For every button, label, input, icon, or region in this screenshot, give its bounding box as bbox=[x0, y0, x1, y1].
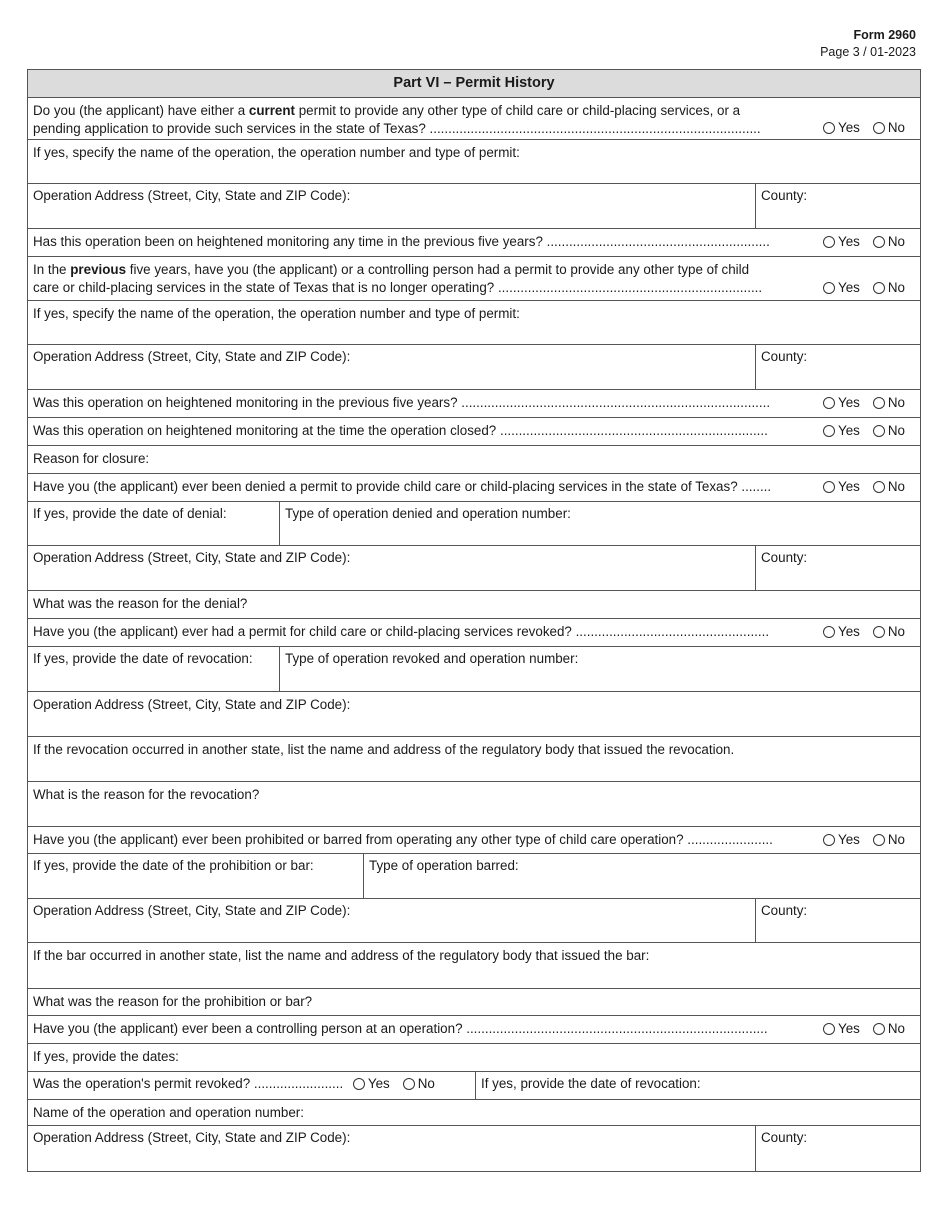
yes-radio[interactable]: Yes bbox=[823, 1020, 860, 1038]
operation-address-field[interactable]: Operation Address (Street, City, State and ZIP Code): bbox=[33, 903, 351, 918]
question-text: In the previous five years, have you (the applicant) or a controlling person had a permit to provide any other type of child care or child-placing services in the state of Texas that is no longer operating? ....................................................................... bbox=[33, 262, 763, 295]
yes-radio[interactable]: Yes bbox=[823, 623, 860, 641]
address-row bbox=[28, 546, 920, 591]
yes-radio[interactable]: Yes bbox=[823, 279, 860, 297]
no-radio[interactable]: No bbox=[873, 279, 905, 297]
no-radio[interactable]: No bbox=[873, 623, 905, 641]
no-radio[interactable]: No bbox=[873, 233, 905, 251]
yes-no-group bbox=[823, 422, 905, 440]
operation-address-field[interactable]: Operation Address (Street, City, State and ZIP Code): bbox=[33, 188, 351, 203]
page-info: Page 3 / 01-2023 bbox=[820, 45, 916, 59]
question-permit-revoked: Was the operation's permit revoked? ........................ Yes No bbox=[33, 1076, 435, 1091]
type-revoked-field[interactable]: Type of operation revoked and operation number: bbox=[279, 647, 920, 691]
type-barred-field[interactable]: Type of operation barred: bbox=[363, 854, 920, 898]
date-bar-field[interactable]: If yes, provide the date of the prohibition or bar: bbox=[33, 858, 314, 873]
no-radio[interactable]: No bbox=[873, 831, 905, 849]
permit-history-form bbox=[27, 69, 921, 1172]
provide-dates-field[interactable]: If yes, provide the dates: bbox=[28, 1044, 920, 1072]
date-revocation-field[interactable]: If yes, provide the date of revocation: bbox=[33, 651, 253, 666]
yes-no-group bbox=[823, 831, 905, 849]
no-radio[interactable]: No bbox=[873, 422, 905, 440]
yes-no-group bbox=[823, 1020, 905, 1038]
address-row bbox=[28, 345, 920, 390]
yes-radio[interactable]: Yes bbox=[823, 422, 860, 440]
county-field[interactable]: County: bbox=[755, 1126, 920, 1171]
question-denied: Have you (the applicant) ever been denied a permit to provide child care or child-placing services in the state of Texas? ........ Yes No bbox=[28, 474, 920, 502]
revocation-row bbox=[28, 647, 920, 692]
question-current-permit bbox=[28, 98, 920, 140]
specify-previous-field[interactable]: If yes, specify the name of the operation, the operation number and type of permit: bbox=[28, 301, 920, 345]
revocation-other-state-field[interactable]: If the revocation occurred in another state, list the name and address of the regulatory body that issued the revocation. bbox=[28, 737, 920, 782]
yes-no-group bbox=[353, 1076, 435, 1091]
yes-radio[interactable]: Yes bbox=[823, 831, 860, 849]
operation-address-field[interactable]: Operation Address (Street, City, State and ZIP Code): bbox=[33, 1130, 351, 1145]
question-barred: Have you (the applicant) ever been prohibited or barred from operating any other type of child care operation? ....................... Yes No bbox=[28, 827, 920, 854]
type-denied-field[interactable]: Type of operation denied and operation number: bbox=[279, 502, 920, 545]
question-heightened-previous: Was this operation on heightened monitoring in the previous five years? ................................................................................... Yes No bbox=[28, 390, 920, 418]
address-row bbox=[28, 184, 920, 229]
yes-no-group bbox=[823, 233, 905, 251]
no-radio[interactable]: No bbox=[403, 1075, 435, 1093]
date-denial-field[interactable]: If yes, provide the date of denial: bbox=[33, 506, 227, 521]
yes-no-group bbox=[823, 478, 905, 496]
question-text: Do you (the applicant) have either a current permit to provide any other type of child care or child-placing services, or a pending application to provide such services in the state of Texas? ......................................................................................... bbox=[33, 103, 761, 136]
bar-other-state-field[interactable]: If the bar occurred in another state, list the name and address of the regulatory body that issued the bar: bbox=[28, 943, 920, 989]
bar-row bbox=[28, 854, 920, 899]
yes-radio[interactable]: Yes bbox=[353, 1075, 390, 1093]
reason-revocation-field[interactable]: What is the reason for the revocation? bbox=[28, 782, 920, 827]
county-field[interactable]: County: bbox=[755, 345, 920, 389]
denial-row bbox=[28, 502, 920, 546]
section-title: Part VI – Permit History bbox=[28, 70, 920, 98]
yes-radio[interactable]: Yes bbox=[823, 394, 860, 412]
question-controlling-person: Have you (the applicant) ever been a controlling person at an operation? ................................................................................. Yes No bbox=[28, 1016, 920, 1044]
address-row bbox=[28, 1126, 920, 1171]
form-header bbox=[820, 27, 916, 61]
question-heightened-closed: Was this operation on heightened monitoring at the time the operation closed? ........................................................................ Yes No bbox=[28, 418, 920, 446]
operation-address-field[interactable]: Operation Address (Street, City, State and ZIP Code): bbox=[33, 349, 351, 364]
reason-bar-field[interactable]: What was the reason for the prohibition or bar? bbox=[28, 989, 920, 1016]
reason-denial-field[interactable]: What was the reason for the denial? bbox=[28, 591, 920, 619]
yes-radio[interactable]: Yes bbox=[823, 119, 860, 137]
form-number: Form 2960 bbox=[853, 28, 916, 42]
question-revoked: Have you (the applicant) ever had a permit for child care or child-placing services revoked? .................................................... Yes No bbox=[28, 619, 920, 647]
no-radio[interactable]: No bbox=[873, 1020, 905, 1038]
question-previous-permit bbox=[28, 257, 920, 301]
specify-current-field[interactable]: If yes, specify the name of the operation, the operation number and type of permit: bbox=[28, 140, 920, 184]
no-radio[interactable]: No bbox=[873, 394, 905, 412]
question-heightened-current: Has this operation been on heightened monitoring any time in the previous five years? ............................................................ Yes No bbox=[28, 229, 920, 257]
operation-address-field[interactable]: Operation Address (Street, City, State and ZIP Code): bbox=[28, 692, 920, 737]
reason-closure-field[interactable]: Reason for closure: bbox=[28, 446, 920, 474]
yes-no-group bbox=[823, 394, 905, 412]
county-field[interactable]: County: bbox=[755, 184, 920, 228]
yes-no-group bbox=[823, 279, 905, 297]
operation-address-field[interactable]: Operation Address (Street, City, State and ZIP Code): bbox=[33, 550, 351, 565]
address-row bbox=[28, 899, 920, 943]
county-field[interactable]: County: bbox=[755, 899, 920, 942]
county-field[interactable]: County: bbox=[755, 546, 920, 590]
operation-name-number-field[interactable]: Name of the operation and operation number: bbox=[28, 1100, 920, 1126]
no-radio[interactable]: No bbox=[873, 119, 905, 137]
no-radio[interactable]: No bbox=[873, 478, 905, 496]
date-revocation2-field[interactable]: If yes, provide the date of revocation: bbox=[475, 1072, 920, 1099]
yes-radio[interactable]: Yes bbox=[823, 233, 860, 251]
permit-revoked-row bbox=[28, 1072, 920, 1100]
yes-no-group bbox=[823, 119, 905, 137]
yes-no-group bbox=[823, 623, 905, 641]
yes-radio[interactable]: Yes bbox=[823, 478, 860, 496]
